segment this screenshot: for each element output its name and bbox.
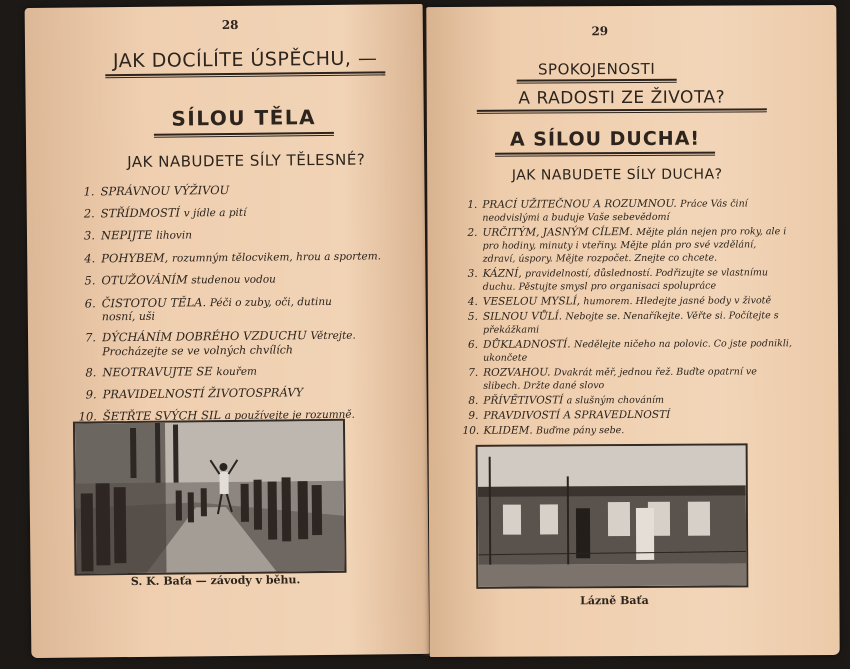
item-lead: PRACÍ UŽITEČNOU A ROZUMNOU. [482,197,677,211]
list-item [461,225,791,266]
item-lead: OTUŽOVÁNÍM [101,272,188,288]
list-item [462,309,792,337]
right-title1-text: SPOKOJENOSTI [537,59,656,79]
item-desc: Větrejte. [310,329,356,343]
item-number: 10. [462,424,480,437]
item-lead: POHYBEM, [101,250,169,265]
item-desc: Péči o zuby, oči, dutinu [209,295,332,309]
item-desc: a slušným chováním [566,394,665,407]
page-number-right: 29 [591,24,609,39]
title-rule [477,108,767,114]
item-number: 3. [467,267,478,280]
item-lead: VESELOU MYSLÍ, [482,295,581,308]
page-number-left: 28 [221,17,239,33]
item-lead: PŘÍVĚTIVOSTÍ [483,394,564,407]
item-lead: SPRÁVNOU VÝŽIVOU [100,182,230,199]
item-desc: Dvakrát měř, jednou řež. Buďte opatrní ve slibech. Držte dané slovo [483,366,757,392]
race-photo [73,419,347,576]
item-number: 9. [85,387,97,402]
item-number: 8. [468,394,479,407]
item-continuation: Procházejte se ve volných chvílích [102,342,294,358]
item-number: 6. [468,338,479,351]
title-rule [517,79,677,84]
item-number: 6. [84,295,96,310]
right-question: JAK NABUDETE SÍLY DUCHA? [511,166,723,184]
right-page [426,5,839,657]
item-lead: URČITÝM, JASNÝM CÍLEM. [482,225,633,239]
item-number: 5. [467,310,478,323]
list-item [76,359,386,385]
item-desc: Buďme pány sebe. [535,425,625,437]
item-lead: KLIDEM. [483,424,533,437]
item-number: 7. [85,330,97,345]
item-lead: ČISTOTOU TĚLA. [101,294,207,310]
item-number: 7. [468,366,479,379]
item-desc: v jídle a pití [183,206,247,219]
item-number: 2. [83,205,95,220]
list-item [462,337,792,365]
right-title-line2 [477,87,767,114]
left-page [25,4,430,658]
item-desc: a používejte je rozumně. [224,408,356,422]
item-lead: DŮKLADNOSTÍ. [483,338,571,351]
list-item [462,408,792,423]
item-desc: Nedělejte ničeho na polovic. Co jste podnikli, ukončete [483,338,792,364]
item-desc: Práce Vás činí neodvislými a buduje Vaše sebevědomí [482,198,748,224]
item-lead: PRAVDIVOSTÍ A SPRAVEDLNOSTÍ [483,408,671,422]
item-desc: rozumným tělocvikem, hrou a sportem. [171,249,382,265]
right-title-line1 [517,60,677,84]
item-number: 2. [467,226,478,239]
item-number: 10. [78,408,97,424]
list-item [461,197,791,225]
right-photo-caption: Lázně Baťa [580,593,649,608]
item-lead: SILNOU VŮLÍ. [482,310,563,323]
list-item [462,294,792,309]
item-number: 5. [84,273,96,288]
item-continuation: nosní, uši [101,309,156,324]
list-item [462,365,792,393]
item-number: 3. [83,228,96,243]
list-item [75,200,385,226]
race-photo-image [75,421,345,574]
item-desc: Nebojte se. Nenaříkejte. Věřte si. Počítejte s překážkami [482,310,779,336]
item-lead: DÝCHÁNÍM DOBRÉHO VZDUCHU [101,328,307,345]
left-photo-caption: S. K. Baťa — závody v běhu. [130,573,301,589]
item-desc: studenou vodou [191,273,276,287]
item-number: 4. [467,295,478,308]
subtitle-rule [495,152,715,157]
left-page-title [105,47,385,78]
list-item [462,423,792,438]
item-number: 4. [84,250,96,265]
left-list [74,178,387,428]
left-question: JAK NABUDETE SÍLY TĚLESNÉ? [127,150,366,172]
list-item [462,266,792,294]
left-title-text: JAK DOCÍLÍTE ÚSPĚCHU, — [112,47,378,73]
item-number: 1. [83,184,95,199]
item-lead: KÁZNÍ, [482,267,522,280]
list-item [75,267,385,293]
item-lead: PRAVIDELNOSTÍ ŽIVOTOSPRÁVY [102,385,304,402]
item-lead: NEPIJTE [100,227,153,243]
item-desc: humorem. Hledejte jasné body v životě [583,295,772,308]
right-title2-text: A RADOSTI ZE ŽIVOTA? [518,87,726,109]
item-number: 1. [467,198,478,211]
list-item [75,245,385,271]
item-lead: ROZVAHOU. [483,366,551,379]
item-desc: pravidelností, důsledností. Podřizujte se vlastnímu duchu. Pěstujte smysl pro organisaci spolupráce [482,267,769,293]
spa-building-photo [476,443,749,588]
right-subtitle-text: A SÍLOU DUCHA! [509,127,701,151]
item-desc: Mějte plán nejen pro roky, ale i pro hodiny, minuty i vteřiny. Mějte plán pro své vzdělání, zdraví, úspory. Mějte rozpočet. Znejte co chcete. [482,226,787,265]
item-number: 9. [468,409,479,422]
right-subtitle [495,128,715,157]
item-desc: kouřem [216,365,258,378]
right-list [461,197,792,440]
item-number: 8. [85,364,97,379]
item-desc: lihovin [156,229,192,242]
left-subtitle-text: SÍLOU TĚLA [171,105,317,131]
item-lead: STŘÍDMOSTÍ [100,204,181,220]
list-item [75,222,385,248]
title-rule [105,71,385,78]
item-lead: NEOTRAVUJTE SE [102,363,213,379]
left-page-subtitle [154,105,334,138]
subtitle-rule [154,132,334,138]
spa-building-image [478,445,747,586]
item-lead: ŠETŘTE SVÝCH SIL [102,407,222,423]
list-item [462,393,792,408]
